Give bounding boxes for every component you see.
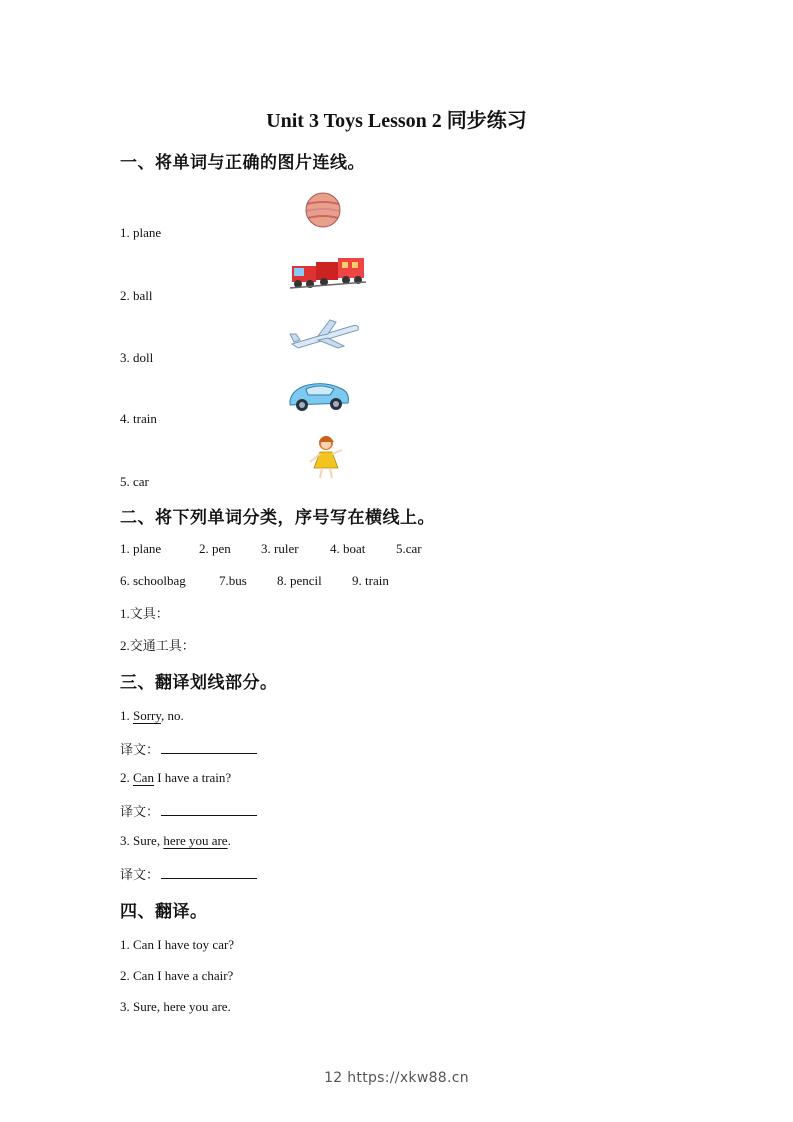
word-item: 2. ball	[120, 288, 153, 303]
answer-line-3[interactable]: 译文：	[120, 864, 257, 883]
word-item: 5.car	[396, 541, 422, 556]
word-item: 6. schoolbag	[120, 573, 186, 588]
category-transport: 2.交通工具：	[120, 638, 195, 653]
doll-picture	[306, 432, 346, 480]
word-item: 3. doll	[120, 350, 154, 365]
question-3: 3. Sure, here you are.	[120, 833, 231, 848]
word-item: 2. pen	[199, 541, 231, 556]
question-2: 2. Can I have a train?	[120, 770, 232, 785]
underlined-phrase: Can	[133, 770, 154, 785]
translation-item: 1. Can I have toy car?	[120, 937, 235, 952]
car-picture	[286, 377, 352, 415]
word-item: 3. ruler	[261, 541, 299, 556]
word-item: 4. train	[120, 411, 157, 426]
section2-heading: 二、将下列单词分类，序号写在横线上。	[120, 508, 435, 528]
train-picture	[288, 250, 370, 292]
page-footer: 12 https://xkw88.cn	[324, 1070, 469, 1086]
section3-heading: 三、翻译划线部分。	[120, 673, 278, 693]
ball-picture	[303, 190, 343, 230]
translation-item: 3. Sure, here you are.	[120, 999, 231, 1014]
answer-line-1[interactable]: 译文：	[120, 739, 257, 758]
question-1: 1. Sorry, no.	[120, 708, 184, 723]
underlined-phrase: here you are	[163, 833, 228, 848]
answer-line-2[interactable]: 译文：	[120, 801, 257, 820]
translation-item: 2. Can I have a chair?	[120, 968, 234, 983]
category-stationery: 1.文具：	[120, 606, 169, 621]
answer-blank[interactable]	[161, 803, 257, 816]
section4-heading: 四、翻译。	[120, 902, 208, 922]
word-item: 4. boat	[330, 541, 366, 556]
section1-heading: 一、将单词与正确的图片连线。	[120, 153, 365, 173]
word-item: 7.bus	[219, 573, 247, 588]
word-item: 1. plane	[120, 541, 162, 556]
plane-picture	[288, 318, 362, 352]
word-item: 8. pencil	[277, 573, 322, 588]
answer-blank[interactable]	[161, 866, 257, 879]
word-item: 1. plane	[120, 225, 162, 240]
underlined-phrase: Sorry	[133, 708, 162, 723]
page-title: Unit 3 Toys Lesson 2 同步练习	[266, 110, 527, 132]
word-item: 9. train	[352, 573, 389, 588]
answer-blank[interactable]	[161, 741, 257, 754]
word-item: 5. car	[120, 474, 149, 489]
